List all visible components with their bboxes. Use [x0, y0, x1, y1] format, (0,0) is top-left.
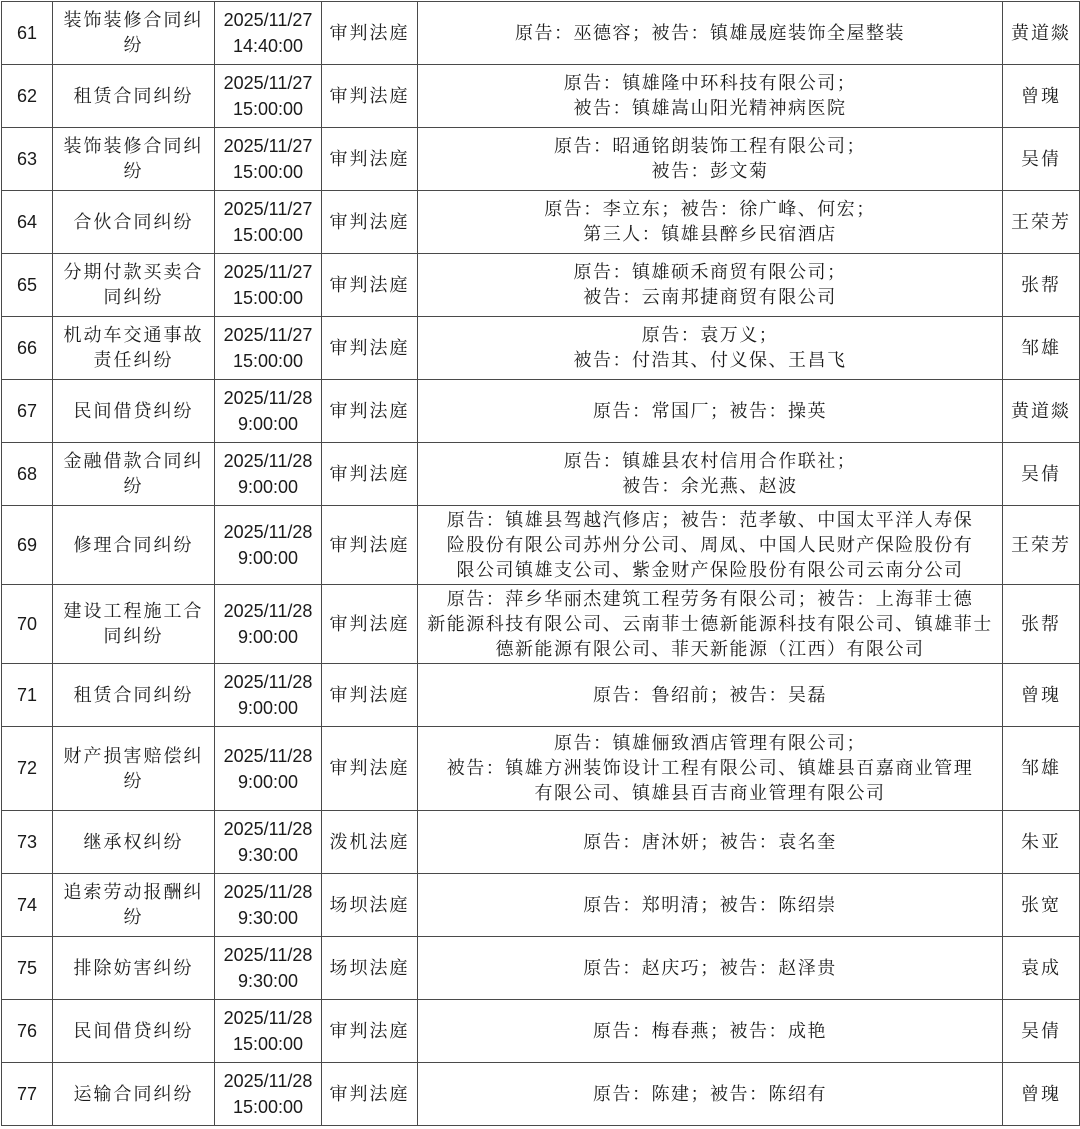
hearing-time	[215, 1000, 322, 1063]
case-number: 70	[2, 585, 53, 664]
hearing-date: 2025/11/28	[223, 672, 313, 692]
hearing-clock: 9:00:00	[237, 698, 299, 718]
parties-cell	[418, 443, 1003, 506]
table-row	[2, 937, 1080, 1000]
case-cause: 民间借贷纠纷	[53, 1000, 215, 1063]
parties-line: 被告：镇雄嵩山阳光精神病医院	[573, 98, 847, 119]
hearing-time	[215, 727, 322, 811]
hearing-time	[215, 254, 322, 317]
presiding-judge: 黄道燚	[1003, 2, 1080, 65]
hearing-date: 2025/11/27	[223, 199, 313, 219]
court-room: 泼机法庭	[322, 811, 418, 874]
case-cause: 运输合同纠纷	[53, 1063, 215, 1126]
court-room: 场坝法庭	[322, 937, 418, 1000]
parties-line: 原告：镇雄县驾越汽修店；被告：范孝敏、中国太平洋人寿保	[446, 509, 974, 531]
court-room: 审判法庭	[322, 664, 418, 727]
table-row	[2, 317, 1080, 380]
hearing-date: 2025/11/28	[223, 882, 313, 902]
hearing-date: 2025/11/27	[223, 136, 313, 156]
hearing-clock: 9:00:00	[237, 548, 299, 568]
hearing-schedule-table	[1, 1, 1080, 1126]
parties-cell	[418, 811, 1003, 874]
hearing-time	[215, 937, 322, 1000]
hearing-time	[215, 664, 322, 727]
hearing-date: 2025/11/28	[223, 945, 313, 965]
hearing-clock: 15:00:00	[232, 1097, 304, 1117]
parties-line: 原告：镇雄县农村信用合作联社；	[563, 451, 857, 472]
parties-line: 新能源科技有限公司、云南菲士德新能源科技有限公司、镇雄菲士	[427, 613, 993, 635]
case-number: 73	[2, 811, 53, 874]
parties-cell	[418, 585, 1003, 664]
hearing-date: 2025/11/28	[223, 819, 313, 839]
parties-line: 原告：昭通铭朗装饰工程有限公司；	[554, 136, 866, 157]
hearing-date: 2025/11/28	[223, 388, 313, 408]
hearing-time	[215, 811, 322, 874]
table-row	[2, 727, 1080, 811]
court-room: 审判法庭	[322, 1063, 418, 1126]
hearing-date: 2025/11/27	[223, 10, 313, 30]
case-number: 61	[2, 2, 53, 65]
hearing-date: 2025/11/27	[223, 325, 313, 345]
hearing-time	[215, 2, 322, 65]
parties-line: 被告：付浩其、付义保、王昌飞	[573, 350, 847, 371]
presiding-judge: 吴倩	[1003, 128, 1080, 191]
parties-cell	[418, 1063, 1003, 1126]
case-cause: 机动车交通事故责任纠纷	[53, 317, 215, 380]
case-cause: 继承权纠纷	[53, 811, 215, 874]
court-room: 审判法庭	[322, 191, 418, 254]
parties-line: 被告：余光燕、赵波	[622, 476, 798, 497]
hearing-time	[215, 1063, 322, 1126]
court-room: 审判法庭	[322, 254, 418, 317]
presiding-judge: 曾瑰	[1003, 1063, 1080, 1126]
parties-line: 原告：巫德容；被告：镇雄晟庭装饰全屋整装	[515, 22, 905, 44]
case-cause: 追索劳动报酬纠纷	[53, 874, 215, 937]
presiding-judge: 朱亚	[1003, 811, 1080, 874]
case-cause: 金融借款合同纠纷	[53, 443, 215, 506]
hearing-time	[215, 317, 322, 380]
case-number: 77	[2, 1063, 53, 1126]
table-row	[2, 254, 1080, 317]
parties-line: 原告：萍乡华丽杰建筑工程劳务有限公司；被告：上海菲士德	[446, 588, 974, 610]
case-cause: 租赁合同纠纷	[53, 65, 215, 128]
presiding-judge: 吴倩	[1003, 1000, 1080, 1063]
case-number: 69	[2, 506, 53, 585]
hearing-clock: 9:30:00	[237, 908, 299, 928]
hearing-date: 2025/11/28	[223, 601, 313, 621]
table-row	[2, 65, 1080, 128]
table-row	[2, 874, 1080, 937]
case-cause: 装饰装修合同纠纷	[53, 2, 215, 65]
hearing-date: 2025/11/28	[223, 451, 313, 471]
parties-line: 原告：唐沐妍；被告：袁名奎	[583, 831, 837, 853]
hearing-date: 2025/11/28	[223, 1008, 313, 1028]
table-row	[2, 1000, 1080, 1063]
hearing-clock: 9:30:00	[237, 845, 299, 865]
case-number: 66	[2, 317, 53, 380]
hearing-time	[215, 874, 322, 937]
case-cause: 建设工程施工合同纠纷	[53, 585, 215, 664]
case-cause: 租赁合同纠纷	[53, 664, 215, 727]
presiding-judge: 邹雄	[1003, 317, 1080, 380]
hearing-time	[215, 191, 322, 254]
parties-line: 原告：常国厂；被告：操英	[593, 400, 827, 422]
presiding-judge: 吴倩	[1003, 443, 1080, 506]
hearing-time	[215, 585, 322, 664]
case-number: 65	[2, 254, 53, 317]
parties-line: 原告：梅春燕；被告：成艳	[593, 1020, 827, 1042]
case-cause: 修理合同纠纷	[53, 506, 215, 585]
case-cause: 排除妨害纠纷	[53, 937, 215, 1000]
case-cause: 装饰装修合同纠纷	[53, 128, 215, 191]
case-cause: 财产损害赔偿纠纷	[53, 727, 215, 811]
hearing-date: 2025/11/27	[223, 73, 313, 93]
case-number: 76	[2, 1000, 53, 1063]
case-number: 74	[2, 874, 53, 937]
case-cause: 合伙合同纠纷	[53, 191, 215, 254]
table-row	[2, 2, 1080, 65]
table-row	[2, 506, 1080, 585]
hearing-clock: 15:00:00	[232, 351, 304, 371]
presiding-judge: 张宽	[1003, 874, 1080, 937]
hearing-date: 2025/11/28	[223, 745, 313, 766]
parties-line: 被告：云南邦捷商贸有限公司	[583, 287, 837, 308]
table-row	[2, 128, 1080, 191]
hearing-clock: 9:00:00	[237, 477, 299, 497]
presiding-judge: 黄道燚	[1003, 380, 1080, 443]
court-room: 审判法庭	[322, 317, 418, 380]
presiding-judge: 曾瑰	[1003, 65, 1080, 128]
parties-cell	[418, 2, 1003, 65]
parties-cell	[418, 317, 1003, 380]
parties-cell	[418, 874, 1003, 937]
parties-cell	[418, 664, 1003, 727]
hearing-clock: 15:00:00	[232, 162, 304, 182]
parties-line: 限公司镇雄支公司、紫金财产保险股份有限公司云南分公司	[456, 559, 964, 581]
hearing-clock: 15:00:00	[232, 288, 304, 308]
hearing-clock: 15:00:00	[232, 225, 304, 245]
court-room: 审判法庭	[322, 585, 418, 664]
presiding-judge: 王荣芳	[1003, 506, 1080, 585]
presiding-judge: 张帮	[1003, 585, 1080, 664]
parties-line: 险股份有限公司苏州分公司、周凤、中国人民财产保险股份有	[446, 534, 974, 556]
court-room: 审判法庭	[322, 65, 418, 128]
court-room: 审判法庭	[322, 727, 418, 811]
parties-line: 原告：李立东；被告：徐广峰、何宏；	[544, 199, 876, 220]
parties-line: 原告：赵庆巧；被告：赵泽贵	[583, 957, 837, 979]
court-room: 场坝法庭	[322, 874, 418, 937]
court-room: 审判法庭	[322, 2, 418, 65]
case-number: 64	[2, 191, 53, 254]
table-row	[2, 191, 1080, 254]
presiding-judge: 邹雄	[1003, 727, 1080, 811]
case-number: 71	[2, 664, 53, 727]
hearing-time	[215, 65, 322, 128]
parties-cell	[418, 506, 1003, 585]
presiding-judge: 王荣芳	[1003, 191, 1080, 254]
hearing-date: 2025/11/28	[223, 522, 313, 542]
hearing-clock: 9:30:00	[237, 971, 299, 991]
parties-line: 原告：镇雄俪致酒店管理有限公司；	[554, 733, 866, 754]
hearing-clock: 9:00:00	[237, 627, 299, 647]
parties-cell	[418, 937, 1003, 1000]
presiding-judge: 袁成	[1003, 937, 1080, 1000]
hearing-clock: 9:00:00	[237, 771, 299, 792]
case-cause: 民间借贷纠纷	[53, 380, 215, 443]
parties-line: 被告：彭文菊	[651, 161, 769, 182]
parties-line: 原告：陈建；被告：陈绍有	[593, 1083, 827, 1105]
parties-cell	[418, 65, 1003, 128]
court-room: 审判法庭	[322, 506, 418, 585]
case-cause: 分期付款买卖合同纠纷	[53, 254, 215, 317]
parties-cell	[418, 727, 1003, 811]
case-number: 63	[2, 128, 53, 191]
hearing-date: 2025/11/28	[223, 1071, 313, 1091]
parties-line: 原告：鲁绍前；被告：吴磊	[593, 684, 827, 706]
table-row	[2, 443, 1080, 506]
table-row	[2, 585, 1080, 664]
table-row	[2, 380, 1080, 443]
presiding-judge: 张帮	[1003, 254, 1080, 317]
parties-line: 德新能源有限公司、菲天新能源（江西）有限公司	[495, 638, 925, 660]
hearing-time	[215, 506, 322, 585]
table-row	[2, 664, 1080, 727]
hearing-time	[215, 380, 322, 443]
parties-line: 有限公司、镇雄县百吉商业管理有限公司	[534, 783, 886, 804]
hearing-time	[215, 128, 322, 191]
parties-line: 原告：袁万义；	[641, 325, 779, 346]
parties-cell	[418, 128, 1003, 191]
case-number: 68	[2, 443, 53, 506]
hearing-clock: 14:40:00	[232, 36, 304, 56]
hearing-clock: 9:00:00	[237, 414, 299, 434]
case-number: 62	[2, 65, 53, 128]
parties-line: 原告：郑明清；被告：陈绍崇	[583, 894, 837, 916]
parties-line: 原告：镇雄隆中环科技有限公司；	[563, 73, 857, 94]
court-room: 审判法庭	[322, 443, 418, 506]
parties-cell	[418, 254, 1003, 317]
table-row	[2, 811, 1080, 874]
parties-cell	[418, 1000, 1003, 1063]
court-room: 审判法庭	[322, 380, 418, 443]
table-body	[2, 2, 1080, 1126]
court-room: 审判法庭	[322, 1000, 418, 1063]
hearing-clock: 15:00:00	[232, 99, 304, 119]
case-number: 75	[2, 937, 53, 1000]
hearing-date: 2025/11/27	[223, 262, 313, 282]
parties-line: 被告：镇雄方洲装饰设计工程有限公司、镇雄县百嘉商业管理	[446, 758, 974, 779]
parties-cell	[418, 191, 1003, 254]
parties-line: 第三人：镇雄县醉乡民宿酒店	[583, 224, 837, 245]
case-number: 72	[2, 727, 53, 811]
hearing-clock: 15:00:00	[232, 1034, 304, 1054]
parties-cell	[418, 380, 1003, 443]
case-number: 67	[2, 380, 53, 443]
hearing-time	[215, 443, 322, 506]
parties-line: 原告：镇雄硕禾商贸有限公司；	[573, 262, 847, 283]
court-room: 审判法庭	[322, 128, 418, 191]
table-row	[2, 1063, 1080, 1126]
presiding-judge: 曾瑰	[1003, 664, 1080, 727]
